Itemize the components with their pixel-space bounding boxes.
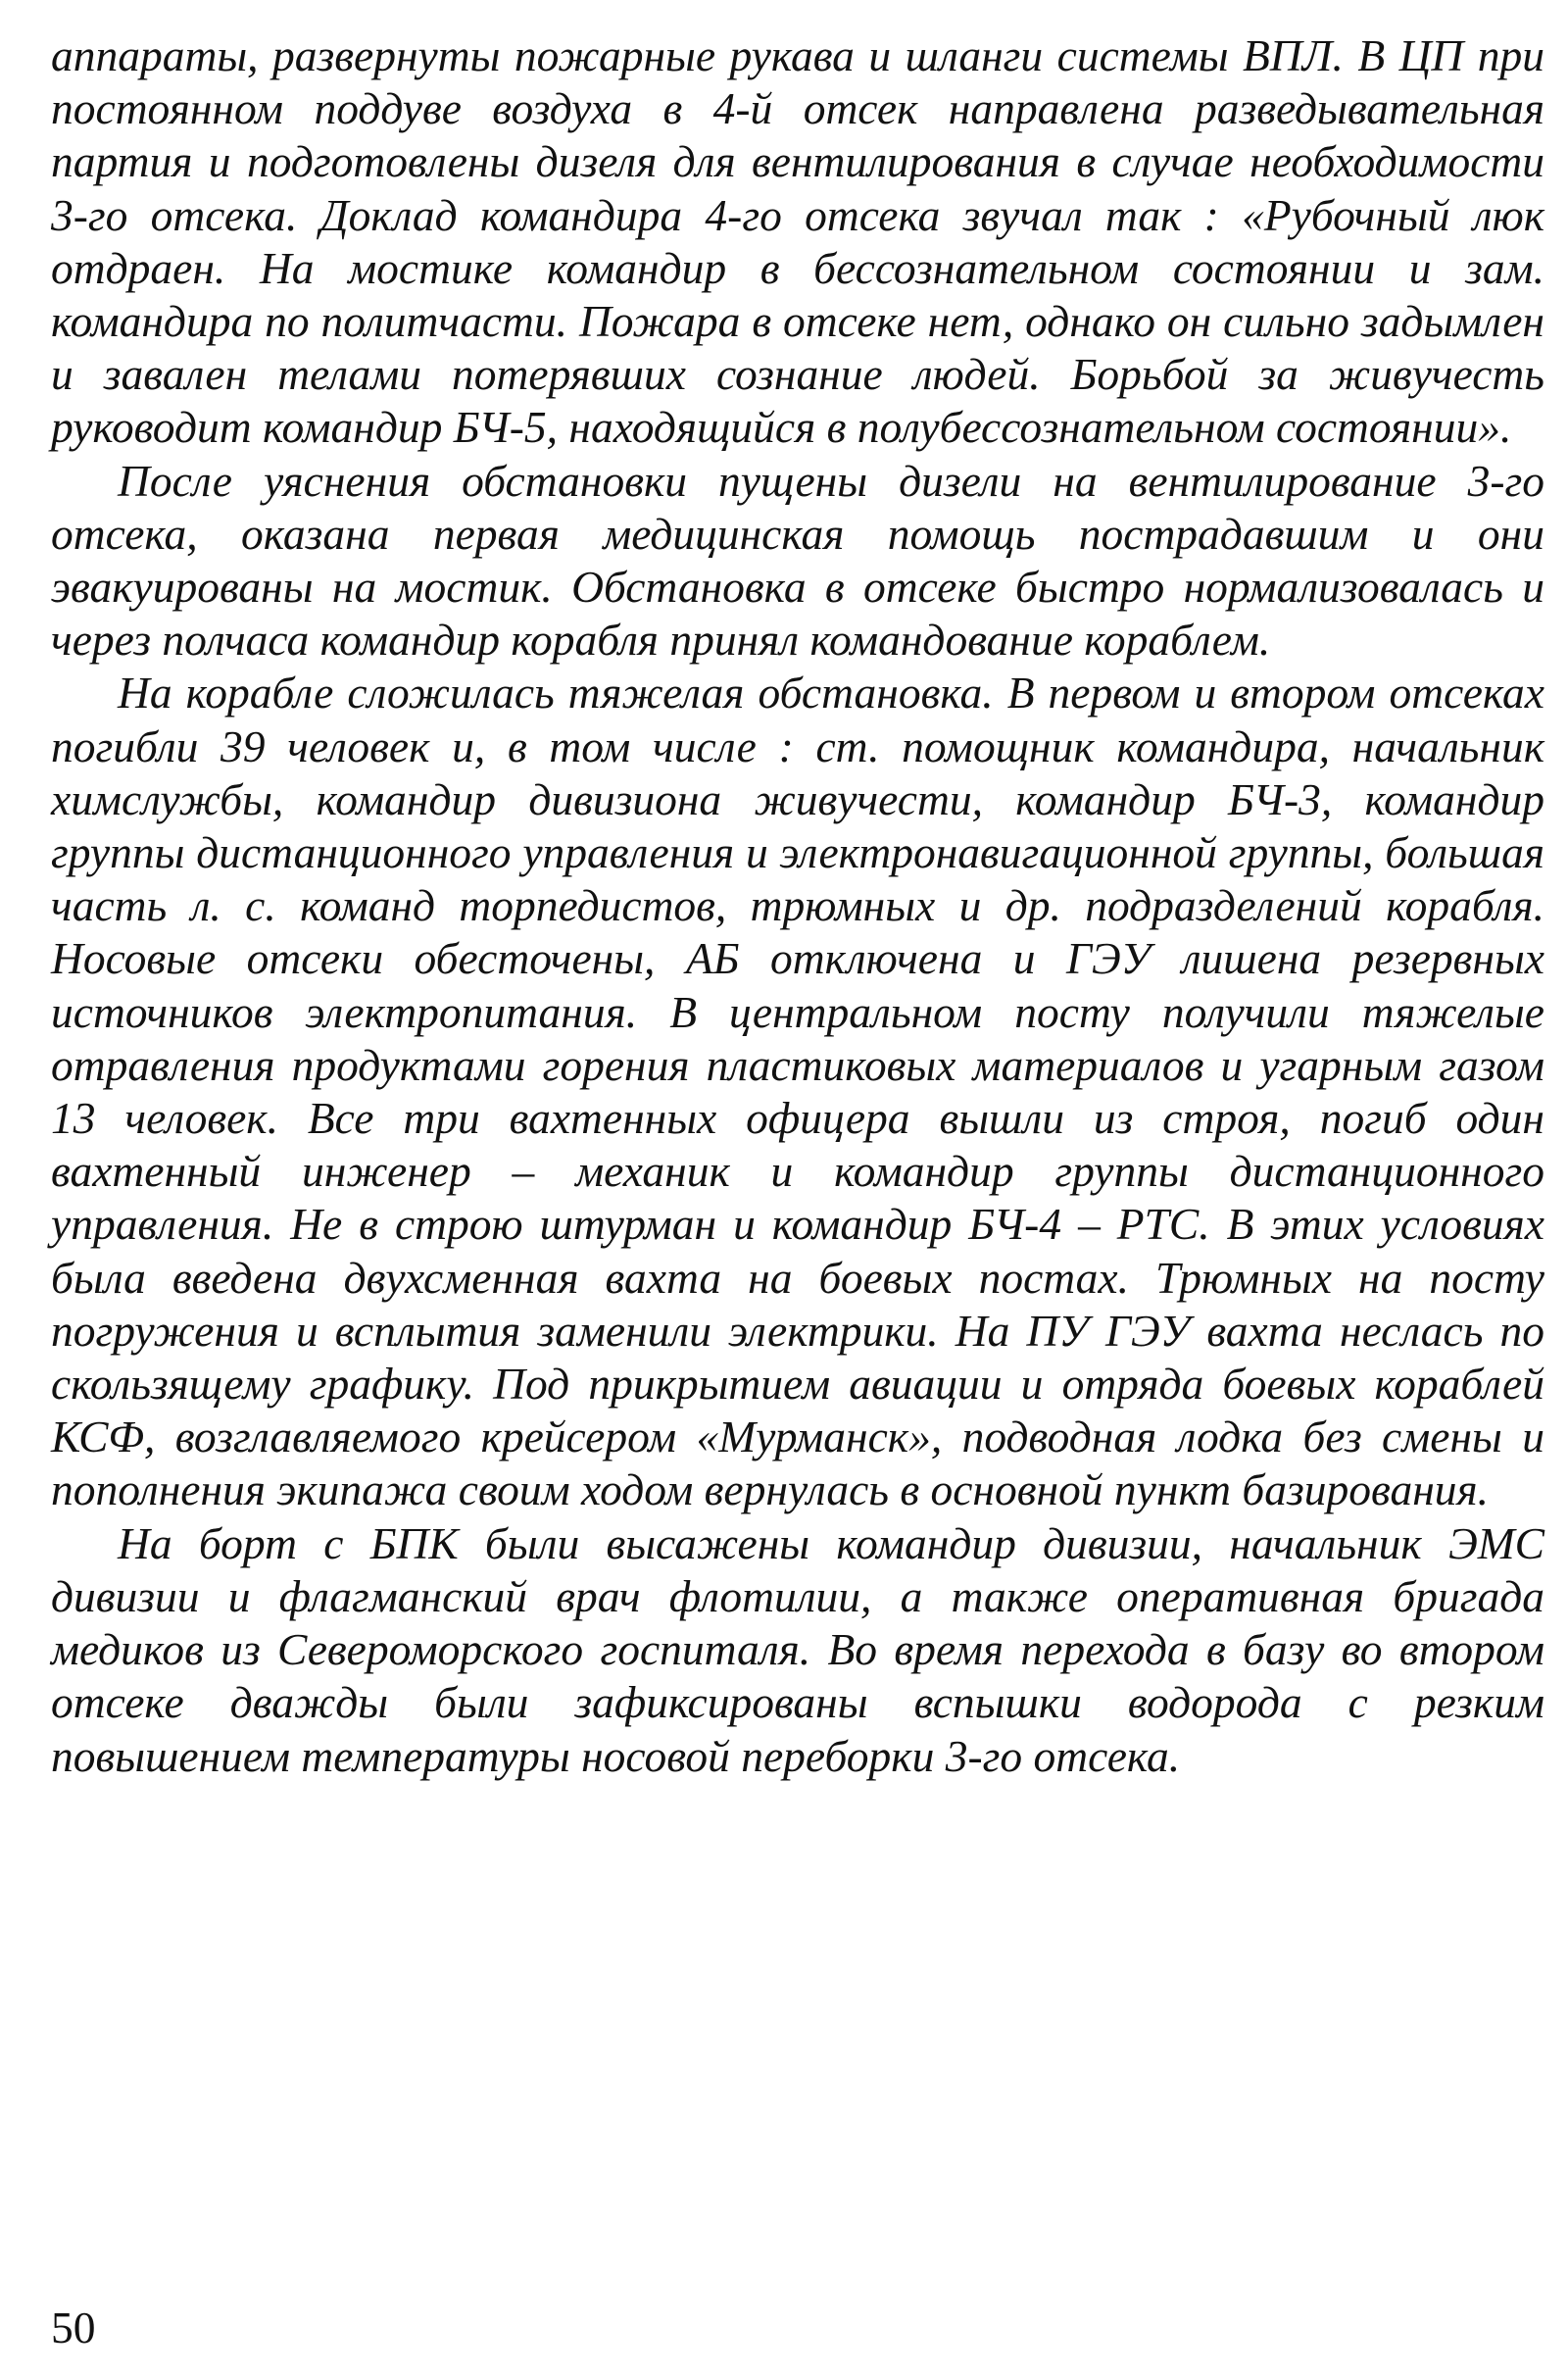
paragraph-continued: аппараты, развернуты пожарные рукава и шланги системы ВПЛ. В ЦП при постоянном поддуве воздуха в 4-й отсек направлена разведывательная партия и подготовлены дизеля для вентилирования в случае необходимости 3-го отсека. Доклад командира 4-го отсека звучал так : «Рубочный люк отдраен. На мостике командир в бессознательном состоянии и зам. командира по политчасти. Пожара в отсеке нет, однако он сильно задымлен и завален телами потерявших сознание людей. Борьбой за живучесть руководит командир БЧ-5, находящийся в полубессознательном состоянии». <box>51 30 1544 453</box>
paragraph: На корабле сложилась тяжелая обстановка. В первом и втором отсеках погибли 39 человек и, в том числе : ст. помощник командира, начальник химслужбы, командир дивизиона живучести, командир БЧ-3, командир группы дистанционного управления и электронавигационной группы, большая часть л. с. команд торпедистов, трюмных и др. подразделений корабля. Носовые отсеки обесточены, АБ отключена и ГЭУ лишена резервных источников электропитания. В центральном посту получили тяжелые отравления продуктами горения пластиковых материалов и угарным газом 13 человек. Все три вахтенных офицера вышли из строя, погиб один вахтенный инженер – механик и командир группы дистанционного управления. Не в строю штурман и командир БЧ-4 – РТС. В этих условиях была введена двухсменная вахта на боевых постах. Трюмных на посту погружения и всплытия заменили электрики. На ПУ ГЭУ вахта неслась по скользящему графику. Под прикрытием авиации и отряда боевых кораблей КСФ, возглавляемого крейсером «Мурманск», подводная лодка без смены и пополнения экипажа своим ходом вернулась в основной пункт базирования. <box>51 668 1544 1515</box>
paragraph: На борт с БПК были высажены командир дивизии, начальник ЭМС дивизии и флагманский врач флотилии, а также оперативная бригада медиков из Североморского госпиталя. Во время перехода в базу во втором отсеке дважды были зафиксированы вспышки водорода с резким повышением температуры носовой переборки 3-го отсека. <box>51 1517 1544 1781</box>
body-text <box>51 29 1544 1783</box>
paragraph: После уяснения обстановки пущены дизели на вентилирование 3-го отсека, оказана первая медицинская помощь пострадавшим и они эвакуированы на мостик. Обстановка в отсеке быстро нормализовалась и через полчаса командир корабля принял командование кораблем. <box>51 455 1544 666</box>
page-number: 50 <box>51 2303 96 2352</box>
